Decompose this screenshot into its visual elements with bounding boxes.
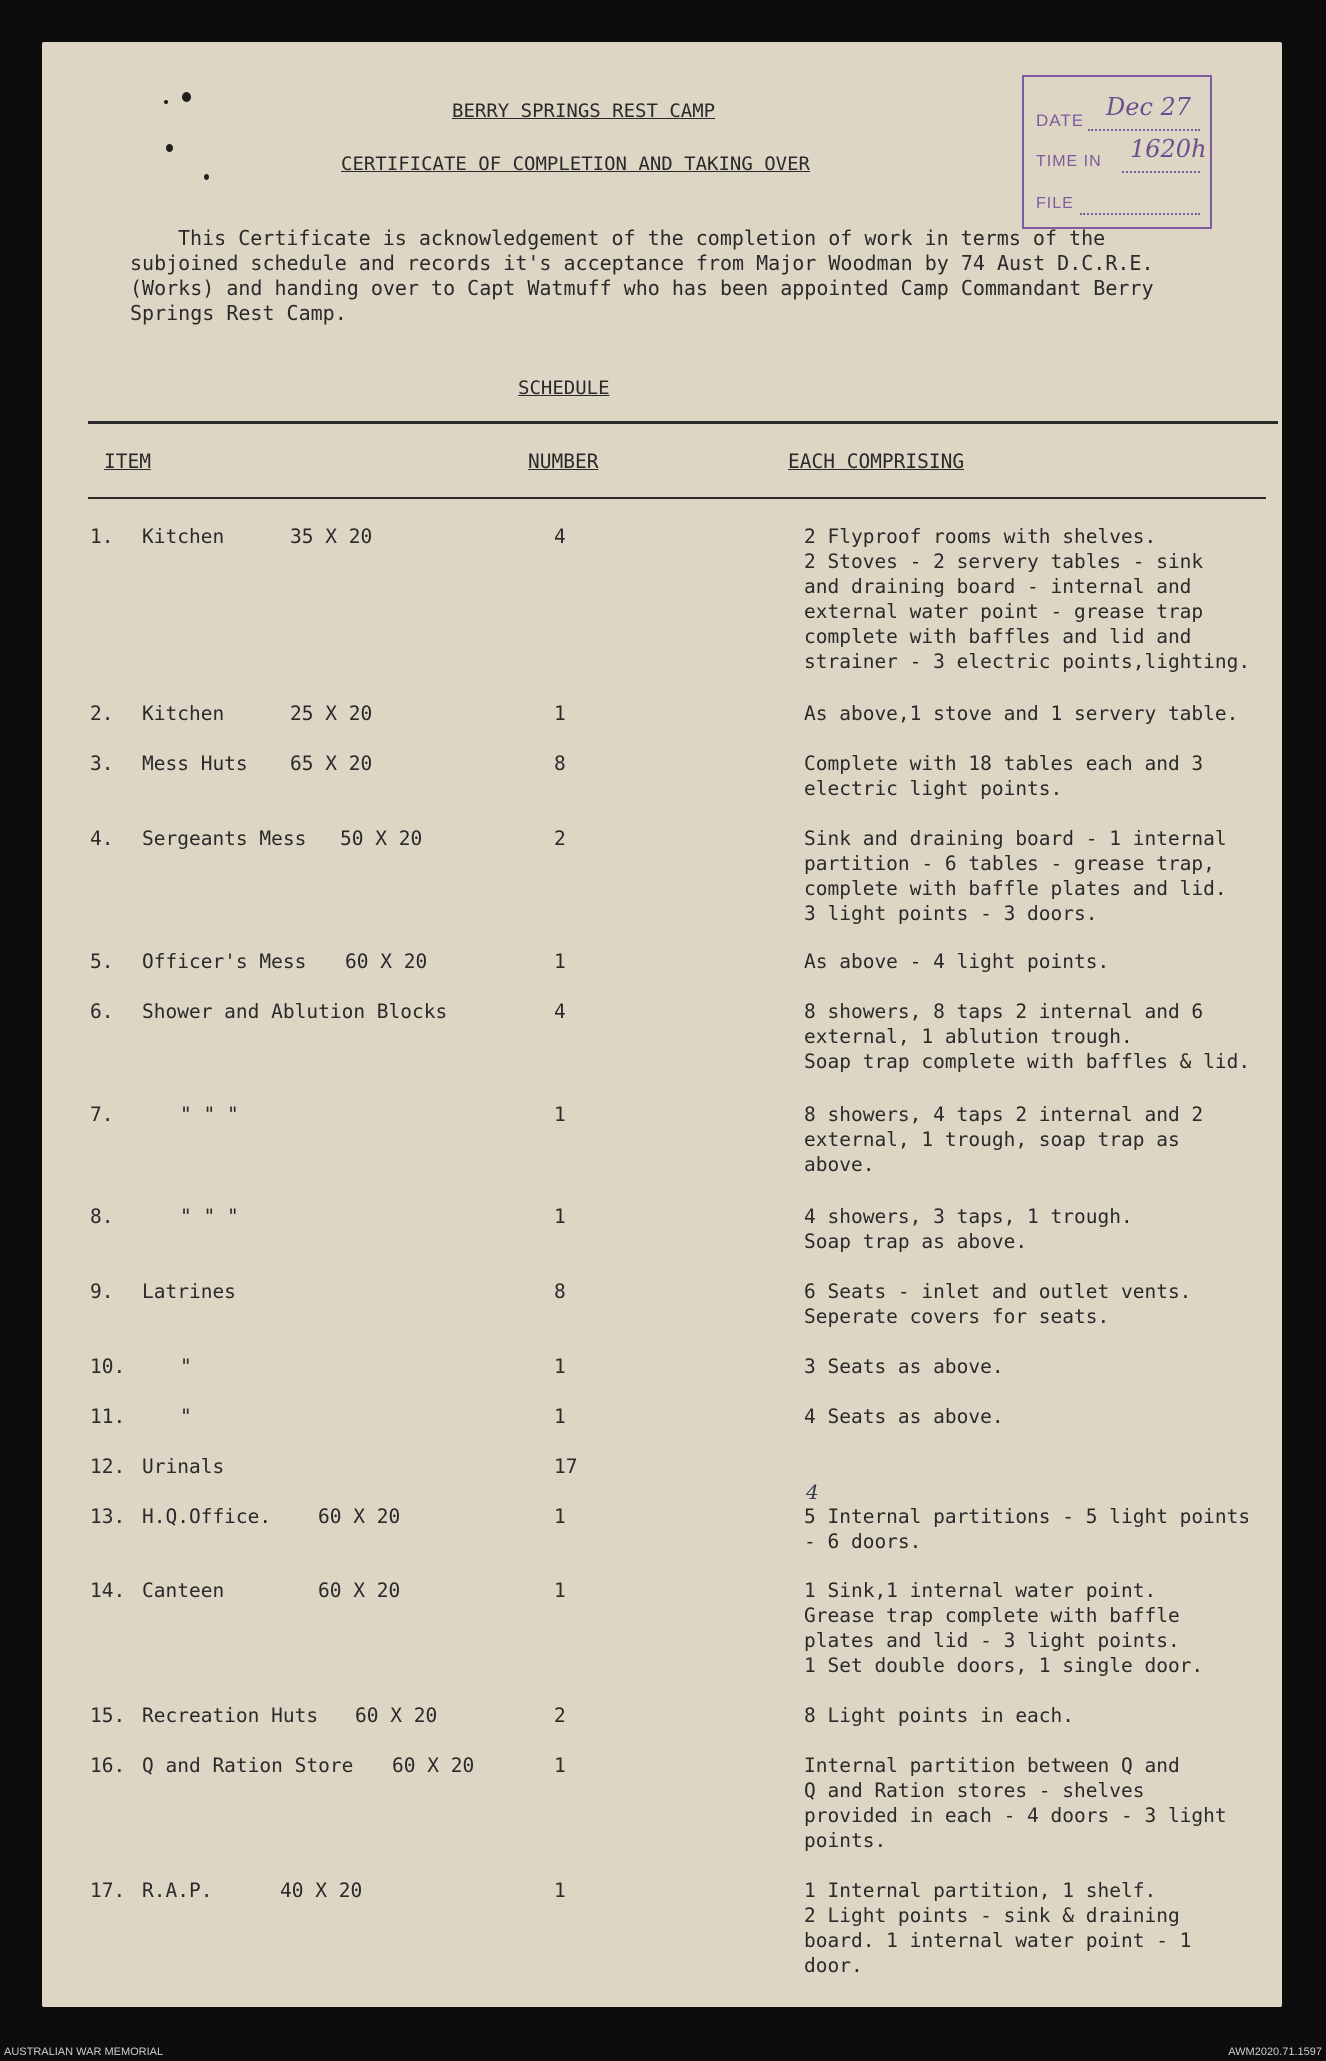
row-comprising-line: Soap trap complete with baffles & lid. [804, 1050, 1251, 1073]
footer-right: AWM2020.71.1597 [1228, 2046, 1322, 2058]
stamp-time-label: TIME IN [1036, 153, 1102, 170]
row-item: H.Q.Office. [142, 1505, 272, 1528]
row-count: 8 [554, 752, 566, 775]
column-header-comprising: EACH COMPRISING [788, 450, 965, 473]
row-number: 16. [90, 1754, 126, 1777]
row-item: Urinals [142, 1455, 225, 1478]
row-item: Kitchen [142, 702, 225, 725]
row-comprising-line: external, 1 ablution trough. [804, 1025, 1133, 1048]
row-comprising-line: points. [804, 1829, 887, 1852]
row-comprising-line: provided in each - 4 doors - 3 light [804, 1804, 1227, 1827]
stamp-time-value: 1620h [1130, 135, 1207, 163]
row-count: 17 [554, 1455, 578, 1478]
stamp-date-value: Dec 27 [1106, 93, 1192, 121]
row-number: 9. [90, 1280, 114, 1303]
ink-spot [164, 100, 168, 104]
row-item: Shower and Ablution Blocks [142, 1000, 448, 1023]
column-header-item: ITEM [104, 450, 151, 473]
stamp-file-label: FILE [1036, 195, 1074, 212]
row-count: 4 [554, 525, 566, 548]
row-size: 60 X 20 [318, 1579, 401, 1602]
row-comprising-line: - 6 doors. [804, 1530, 922, 1553]
row-size: 50 X 20 [340, 827, 423, 850]
row-size: 25 X 20 [290, 702, 373, 725]
row-comprising-line: 2 Light points - sink & draining [804, 1904, 1180, 1927]
row-comprising-line: 1 Set double doors, 1 single door. [804, 1654, 1204, 1677]
row-comprising-line: Seperate covers for seats. [804, 1305, 1110, 1328]
row-comprising-line: 8 showers, 8 taps 2 internal and 6 [804, 1000, 1204, 1023]
row-count: 1 [554, 1405, 566, 1428]
row-comprising-line: As above - 4 light points. [804, 950, 1110, 973]
row-item: " [180, 1405, 192, 1428]
row-comprising-line: 3 light points - 3 doors. [804, 902, 1098, 925]
received-stamp [1022, 75, 1212, 229]
ink-spot [166, 144, 173, 152]
document-subtitle: CERTIFICATE OF COMPLETION AND TAKING OVER [341, 153, 810, 175]
table-header-rule [88, 497, 1266, 499]
row-count: 1 [554, 1355, 566, 1378]
row-item: " [180, 1355, 192, 1378]
row-size: 60 X 20 [318, 1505, 401, 1528]
row-item: R.A.P. [142, 1879, 213, 1902]
handwritten-correction: 4 [806, 1480, 819, 1504]
footer-left: AUSTRALIAN WAR MEMORIAL [4, 2046, 164, 2058]
row-item: Latrines [142, 1280, 236, 1303]
row-count: 1 [554, 950, 566, 973]
column-header-number: NUMBER [528, 450, 599, 473]
row-comprising-line: 2 Flyproof rooms with shelves. [804, 525, 1157, 548]
row-count: 1 [554, 1505, 566, 1528]
row-item: Kitchen [142, 525, 225, 548]
row-item: Q and Ration Store [142, 1754, 354, 1777]
row-count: 1 [554, 702, 566, 725]
row-comprising-line: 8 Light points in each. [804, 1704, 1075, 1727]
row-comprising-line: Internal partition between Q and [804, 1754, 1180, 1777]
row-comprising-line: 4 Seats as above. [804, 1405, 1004, 1428]
table-top-rule [88, 421, 1278, 424]
row-comprising-line: board. 1 internal water point - 1 [804, 1929, 1192, 1952]
row-item: Recreation Huts [142, 1704, 319, 1727]
row-item: Mess Huts [142, 752, 248, 775]
row-comprising-line: electric light points. [804, 777, 1063, 800]
row-count: 2 [554, 1704, 566, 1727]
row-size: 40 X 20 [280, 1879, 363, 1902]
row-comprising-line: 5 Internal partitions - 5 light points [804, 1505, 1251, 1528]
row-size: 35 X 20 [290, 525, 373, 548]
row-item: Sergeants Mess [142, 827, 307, 850]
row-comprising-line: complete with baffle plates and lid. [804, 877, 1227, 900]
stamp-date-label: DATE [1036, 111, 1085, 130]
row-comprising-line: 1 Sink,1 internal water point. [804, 1579, 1157, 1602]
intro-line: subjoined schedule and records it's acceptance from Major Woodman by 74 Aust D.C.R.E. [130, 251, 1154, 275]
row-number: 6. [90, 1000, 114, 1023]
row-comprising-line: 3 Seats as above. [804, 1355, 1004, 1378]
document-title: BERRY SPRINGS REST CAMP [452, 100, 716, 122]
row-comprising-line: Grease trap complete with baffle [804, 1604, 1180, 1627]
row-number: 2. [90, 702, 114, 725]
row-item: Officer's Mess [142, 950, 307, 973]
row-comprising-line: partition - 6 tables - grease trap, [804, 852, 1215, 875]
intro-line: (Works) and handing over to Capt Watmuff who has been appointed Camp Commandant Berry [130, 276, 1154, 300]
ink-spot [204, 174, 209, 180]
row-number: 15. [90, 1704, 126, 1727]
row-count: 1 [554, 1879, 566, 1902]
row-comprising-line: 8 showers, 4 taps 2 internal and 2 [804, 1103, 1204, 1126]
row-number: 17. [90, 1879, 126, 1902]
row-count: 1 [554, 1103, 566, 1126]
row-number: 13. [90, 1505, 126, 1528]
schedule-heading: SCHEDULE [518, 377, 610, 399]
row-number: 11. [90, 1405, 126, 1428]
row-number: 3. [90, 752, 114, 775]
row-size: 60 X 20 [355, 1704, 438, 1727]
row-number: 4. [90, 827, 114, 850]
row-count: 1 [554, 1754, 566, 1777]
row-size: 65 X 20 [290, 752, 373, 775]
row-comprising-line: 6 Seats - inlet and outlet vents. [804, 1280, 1192, 1303]
row-count: 1 [554, 1205, 566, 1228]
row-number: 5. [90, 950, 114, 973]
row-item: " " " [180, 1103, 239, 1126]
row-count: 8 [554, 1280, 566, 1303]
row-number: 8. [90, 1205, 114, 1228]
row-comprising-line: and draining board - internal and [804, 575, 1192, 598]
row-item: Canteen [142, 1579, 225, 1602]
row-comprising-line: Sink and draining board - 1 internal [804, 827, 1227, 850]
row-comprising-line: 2 Stoves - 2 servery tables - sink [804, 550, 1204, 573]
row-comprising-line: Q and Ration stores - shelves [804, 1779, 1145, 1802]
intro-line: Springs Rest Camp. [130, 301, 347, 325]
row-comprising-line: 4 showers, 3 taps, 1 trough. [804, 1205, 1133, 1228]
row-comprising-line: external, 1 trough, soap trap as [804, 1128, 1180, 1151]
row-comprising-line: complete with baffles and lid and [804, 625, 1192, 648]
row-number: 7. [90, 1103, 114, 1126]
row-item: " " " [180, 1205, 239, 1228]
row-comprising-line: above. [804, 1153, 875, 1176]
row-size: 60 X 20 [392, 1754, 475, 1777]
intro-line: This Certificate is acknowledgement of the completion of work in terms of the [178, 226, 1106, 250]
row-number: 1. [90, 525, 114, 548]
row-comprising-line: Complete with 18 tables each and 3 [804, 752, 1204, 775]
row-count: 4 [554, 1000, 566, 1023]
row-number: 12. [90, 1455, 126, 1478]
row-comprising-line: door. [804, 1954, 863, 1977]
row-comprising-line: strainer - 3 electric points,lighting. [804, 650, 1251, 673]
row-comprising-line: 1 Internal partition, 1 shelf. [804, 1879, 1157, 1902]
ink-spot [182, 92, 191, 102]
row-number: 10. [90, 1355, 126, 1378]
row-comprising-line: As above,1 stove and 1 servery table. [804, 702, 1239, 725]
row-comprising-line: plates and lid - 3 light points. [804, 1629, 1180, 1652]
row-number: 14. [90, 1579, 126, 1602]
row-comprising-line: external water point - grease trap [804, 600, 1204, 623]
row-size: 60 X 20 [345, 950, 428, 973]
row-comprising-line: Soap trap as above. [804, 1230, 1028, 1253]
row-count: 1 [554, 1579, 566, 1602]
row-count: 2 [554, 827, 566, 850]
